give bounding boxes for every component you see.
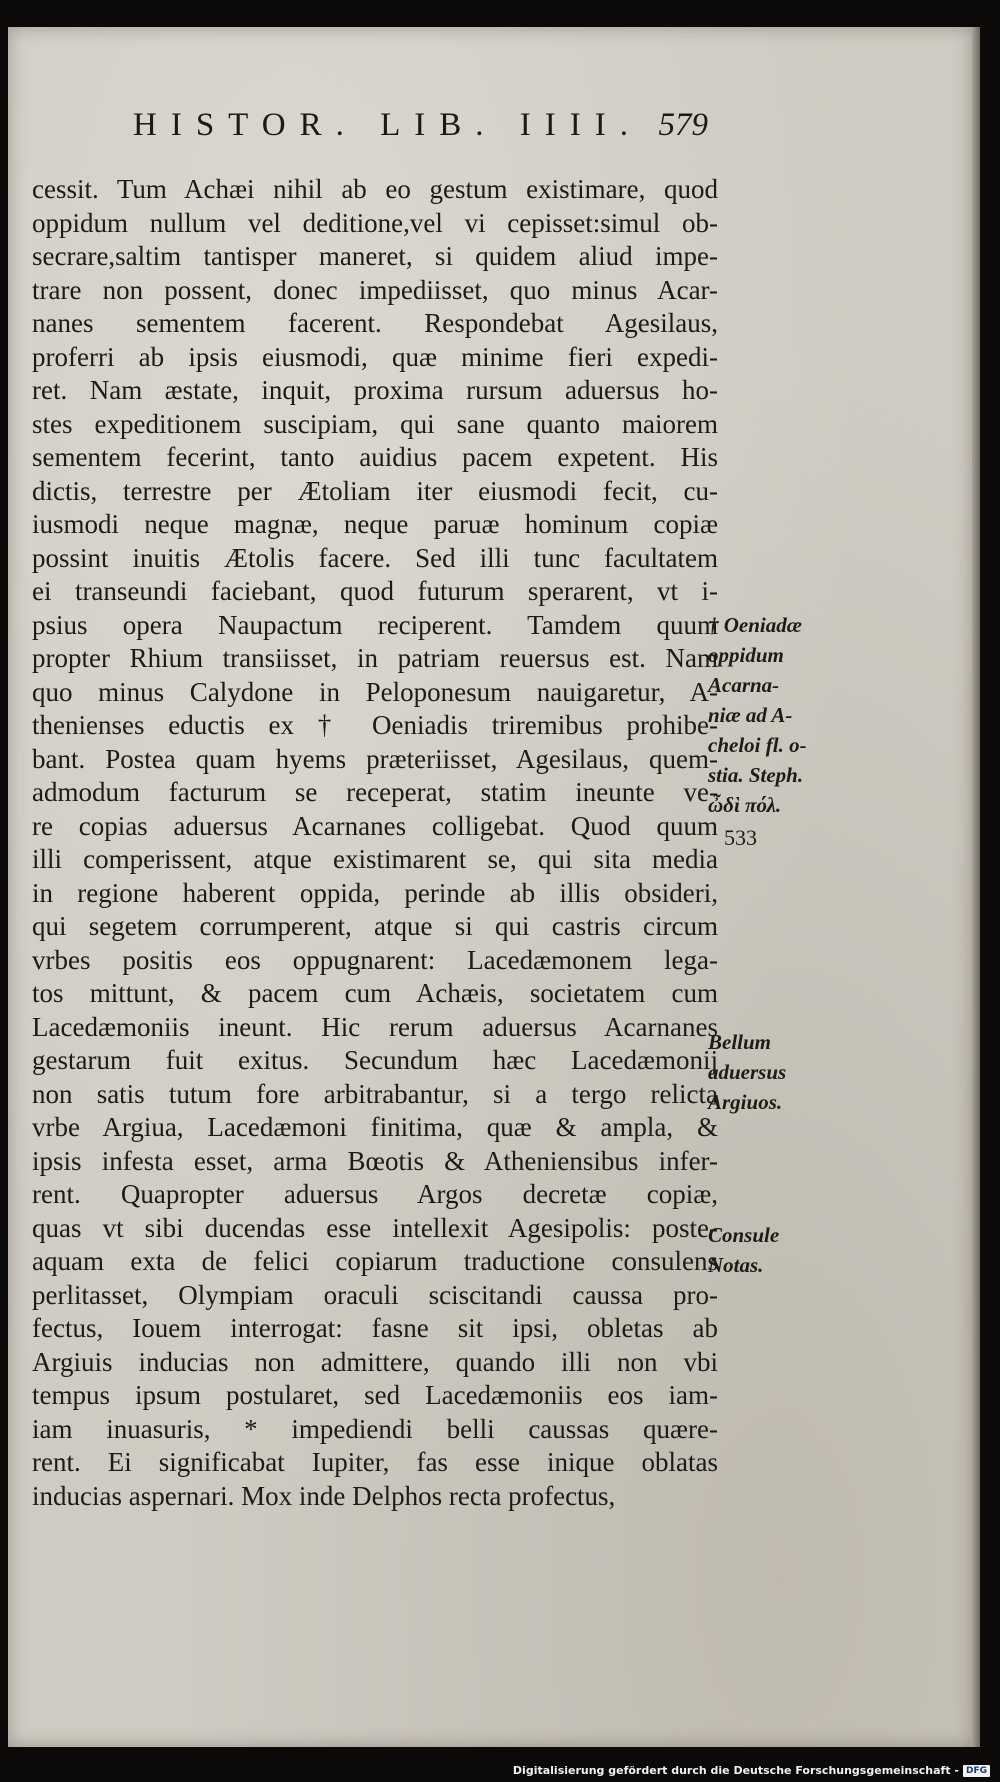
text-line: qui segetem corrumperent, atque si qui castris circum (32, 911, 718, 941)
text-line: perlitasset, Olympiam oraculi sciscitandi caussa pro- (32, 1279, 718, 1310)
text-line: cessit. Tum Achæi nihil ab eo gestum existimare, quod (32, 174, 718, 204)
text-line: quo minus Calydone in Peloponesum nauigaretur, A- (32, 676, 718, 707)
margin-note-line: Consule (708, 1223, 780, 1247)
digitization-footer (513, 1764, 990, 1777)
main-text-block (32, 173, 718, 1513)
text-line: non satis tutum fore arbitrabantur, si a tergo relicta (32, 1078, 718, 1109)
margin-note-number: 533 (724, 825, 757, 850)
text-line: bant. Postea quam hyems præteriisset, Agesilaus, quem- (32, 743, 718, 774)
margin-note-oeniadae (708, 610, 807, 820)
text-line: stes expeditionem suscipiam, qui sane quanto maiorem (32, 408, 718, 439)
book-page (8, 27, 972, 1747)
text-line: proferri ab ipsis eiusmodi, quæ minime fieri expedi- (32, 341, 718, 372)
text-line: aquam exta de felici copiarum traductione consulens (32, 1246, 718, 1276)
text-line: admodum facturum se receperat, statim ineunte ve- (32, 777, 718, 807)
text-line: Lacedæmoniis ineunt. Hic rerum aduersus Acarnanes (32, 1011, 718, 1042)
text-line: nanes sementem facerent. Respondebat Agesilaus, (32, 308, 718, 338)
text-line: vrbes positis eos oppugnarent: Lacedæmonem lega- (32, 944, 718, 975)
text-line: trare non possent, donec impediisset, quo minus Acar- (32, 274, 718, 305)
text-line: secrare,saltim tantisper maneret, si quidem aliud impe- (32, 241, 718, 271)
margin-note-line: Argiuos. (708, 1090, 783, 1114)
text-line: rent. Ei significabat Iupiter, fas esse inique oblatas (32, 1447, 718, 1477)
margin-note-line: oppidum (708, 643, 784, 667)
text-line: re copias aduersus Acarnanes colligebat. Quod quum (32, 810, 718, 841)
margin-note-bellum (708, 1027, 786, 1117)
text-line: iusmodi neque magnæ, neque paruæ hominum copiæ (32, 509, 718, 539)
text-line: possint inuitis Ætolis facere. Sed illi tunc facultatem (32, 542, 718, 573)
text-line: Argiuis inducias non admittere, quando illi non vbi (32, 1346, 718, 1377)
margin-note-line: Acarna- (708, 673, 780, 697)
text-line: illi comperissent, atque existimarent se, qui sita media (32, 844, 718, 874)
text-line: inducias aspernari. Mox inde Delphos recta profectus, (32, 1480, 616, 1511)
margin-note-line: ὦδὶ πόλ. (708, 793, 782, 817)
text-line: fectus, Iouem interrogat: fasne sit ipsi, obletas ab (32, 1313, 718, 1343)
margin-note-line: stia. Steph. (708, 763, 804, 787)
margin-note-line: cheloi fl. o- (708, 733, 807, 757)
text-line: rent. Quapropter aduersus Argos decretæ copiæ, (32, 1179, 718, 1209)
text-line: propter Rhium transiisset, in patriam reuersus est. Nam (32, 643, 718, 673)
text-line: thenienses eductis ex † Oeniadis triremibus prohibe- (32, 710, 718, 740)
text-line: dictis, terrestre per Ætoliam iter eiusmodi fecit, cu- (32, 475, 718, 506)
text-line: ei transeundi faciebant, quod futurum sperarent, vt i- (32, 576, 718, 606)
text-line: oppidum nullum vel deditione,vel vi cepisset:simul ob- (32, 207, 718, 238)
text-line: tos mittunt, & pacem cum Achæis, societatem cum (32, 978, 718, 1008)
margin-note-line: † Oeniadæ (708, 613, 802, 637)
text-line: sementem fecerint, tanto auidius pacem expetent. His (32, 442, 718, 472)
text-line: vrbe Argiua, Lacedæmoni finitima, quæ & ampla, & (32, 1112, 718, 1142)
text-line: ipsis infesta esset, arma Bœotis & Atheniensibus infer- (32, 1145, 718, 1176)
margin-note-line: Notas. (708, 1253, 764, 1277)
dfg-logo: DFG (963, 1765, 990, 1777)
page-number: 579 (658, 107, 708, 143)
text-line: gestarum fuit exitus. Secundum hæc Lacedæmonij (32, 1045, 718, 1075)
footer-credit: Digitalisierung gefördert durch die Deutsche Forschungsgemeinschaft - (512, 1764, 959, 1777)
text-line: in regione haberent oppida, perinde ab illis obsideri, (32, 877, 718, 908)
page-header (123, 97, 708, 157)
text-line: tempus ipsum postularet, sed Lacedæmoniis eos iam- (32, 1380, 718, 1410)
text-line: quas vt sibi ducendas esse intellexit Agesipolis: poste- (32, 1212, 718, 1243)
page-edge (972, 27, 980, 1747)
running-head: HISTOR. LIB. IIII. (133, 107, 642, 143)
text-line: ret. Nam æstate, inquit, proxima rursum aduersus ho- (32, 375, 718, 405)
margin-note-consule (708, 1220, 779, 1280)
text-line: psius opera Naupactum reciperent. Tamdem quum (32, 609, 718, 640)
margin-note-line: Bellum (708, 1030, 772, 1054)
margin-note-line: niæ ad A- (708, 703, 793, 727)
text-line: iam inuasuris, * impediendi belli caussas quære- (32, 1413, 718, 1444)
margin-note-line: aduersus (708, 1060, 787, 1084)
